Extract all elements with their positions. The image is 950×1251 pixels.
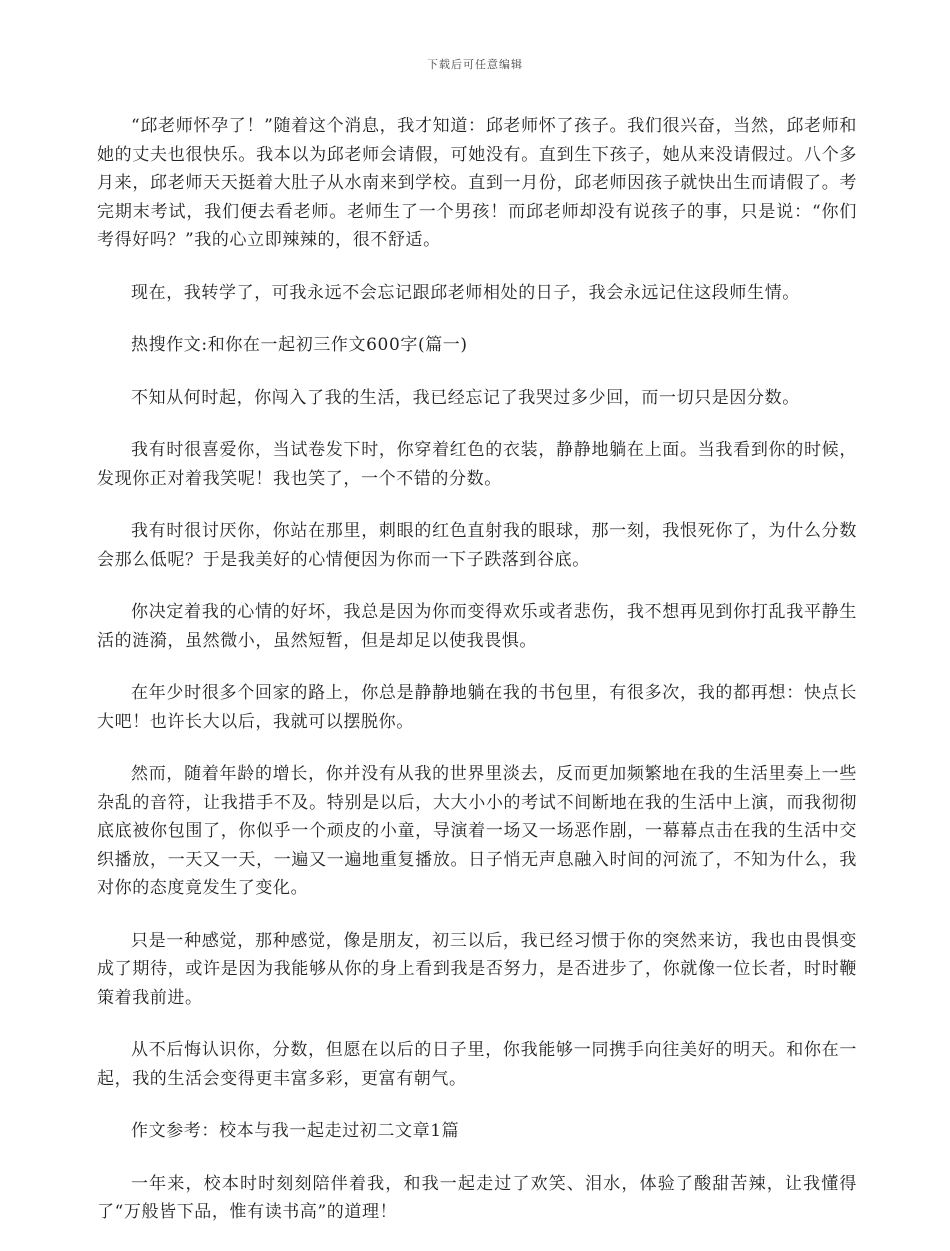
section-heading: 热搜作文:和你在一起初三作文600字(篇一) xyxy=(131,335,468,355)
paragraph: 在年少时很多个回家的路上，你总是静静地躺在我的书包里，有很多次，我的都再想：快点长大吧！也许长大以后，我就可以摆脱你。 xyxy=(97,683,857,732)
paragraph: 现在，我转学了，可我永远不会忘记跟邱老师相处的日子，我会永远记住这段师生情。 xyxy=(131,282,800,303)
paragraph: 我有时很讨厌你，你站在那里，刺眼的红色直射我的眼球，那一刻，我恨死你了，为什么分数会那么低呢？于是我美好的心情便因为你而一下子跌落到谷底。 xyxy=(97,521,857,570)
paragraph: 我有时很喜爱你，当试卷发下时，你穿着红色的衣装，静静地躺在上面。当我看到你的时候，发现你正对着我笑呢！我也笑了，一个不错的分数。 xyxy=(97,440,857,489)
paragraph: 只是一种感觉，那种感觉，像是朋友，初三以后，我已经习惯于你的突然来访，我也由畏惧变成了期待，或许是因为我能够从你的身上看到我是否努力，是否进步了，你就像一位长者，时时鞭策着我前进。 xyxy=(97,930,857,1008)
paragraph: “邱老师怀孕了！”随着这个消息，我才知道：邱老师怀了孩子。我们很兴奋，当然，邱老师和她的丈夫也很快乐。我本以为邱老师会请假，可她没有。直到生下孩子，她从来没请假过。八个多月来，邱老师天天挺着大肚子从水南来到学校。直到一月份，邱老师因孩子就快出生而请假了。考完期末考试，我们便去看老师。老师生了一个男孩！而邱老师却没有说孩子的事，只是说：“你们考得好吗？”我的心立即辣辣的，很不舒适。 xyxy=(97,116,857,250)
paragraph: 不知从何时起，你闯入了我的生活，我已经忘记了我哭过多少回，而一切只是因分数。 xyxy=(131,387,800,408)
page-header: 下载后可任意编辑 xyxy=(427,58,523,71)
section-heading: 作文参考：校本与我一起走过初二文章1篇 xyxy=(131,1121,460,1141)
paragraph: 一年来，校本时时刻刻陪伴着我，和我一起走过了欢笑、泪水，体验了酸甜苦辣，让我懂得了“万般皆下品，惟有读书高”的道理！ xyxy=(97,1173,857,1222)
paragraph: 从不后悔认识你，分数，但愿在以后的日子里，你我能够一同携手向往美好的明天。和你在一起，我的生活会变得更丰富多彩，更富有朝气。 xyxy=(97,1040,857,1089)
paragraph: 你决定着我的心情的好坏，我总是因为你而变得欢乐或者悲伤，我不想再见到你打乱我平静生活的涟漪，虽然微小，虽然短暂，但是却足以使我畏惧。 xyxy=(97,602,857,651)
document-body xyxy=(97,112,857,1251)
paragraph: 然而，随着年龄的增长，你并没有从我的世界里淡去，反而更加频繁地在我的生活里奏上一些杂乱的音符，让我措手不及。特别是以后，大大小小的考试不间断地在我的生活中上演，而我彻彻底底被你包围了，你似乎一个顽皮的小童，导演着一场又一场恶作剧，一幕幕点击在我的生活中交织播放，一天又一天，一遍又一遍地重复播放。日子悄无声息融入时间的河流了，不知为什么，我对你的态度竟发生了变化。 xyxy=(97,764,857,898)
